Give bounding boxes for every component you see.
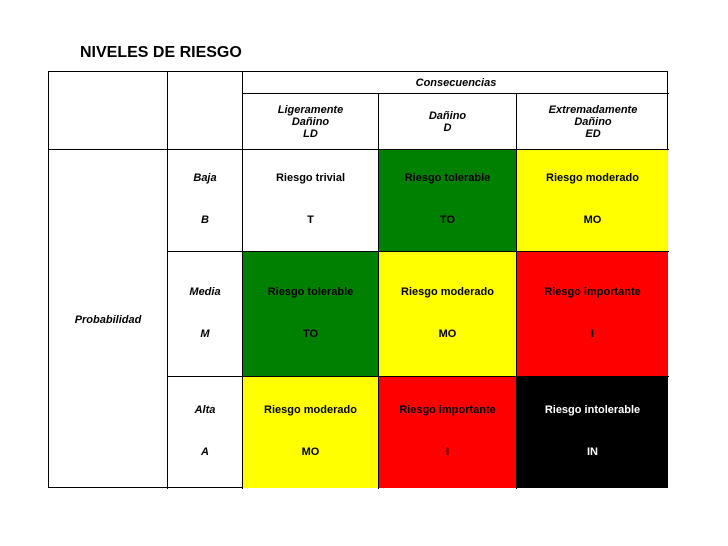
page-title: NIVELES DE RIESGO [80,44,242,61]
row-level-baja [168,171,242,226]
risk-matrix [48,71,668,488]
risk-cell-code: TO [439,214,456,226]
row-level-code: A [201,446,209,458]
risk-cell-code: TO [302,328,319,340]
grid-line [167,376,669,377]
risk-cell-label: Riesgo tolerable [267,286,354,298]
risk-cell-code: MO [438,328,457,340]
risk-cell-label: Riesgo importante [544,286,641,298]
column-header-d [379,94,516,149]
column-header-line: Extremadamente [548,103,638,116]
risk-cell-label: Riesgo importante [399,404,496,416]
risk-cell [243,285,378,340]
row-level-code: B [201,214,209,226]
column-header-ed [517,94,669,149]
fill-row-0-col-1 [379,150,516,251]
risk-cell-code: I [590,328,595,340]
risk-cell-label: Riesgo trivial [275,172,346,184]
risk-cell-code: MO [583,214,602,226]
column-header-line: Dañino [291,115,330,128]
risk-cell [243,403,378,458]
risk-cell-label: Riesgo moderado [264,404,357,416]
column-header-code: D [443,121,452,134]
fill-row-1-col-0 [243,252,378,376]
fill-row-1-col-2 [517,252,668,376]
row-level-media [168,285,242,340]
risk-cell-code: I [445,446,450,458]
column-header-line: Dañino [428,109,467,122]
risk-cell [243,171,378,226]
column-header-code: ED [585,127,601,140]
risk-cell-code: MO [301,446,320,458]
fill-row-2-col-0 [243,377,378,488]
risk-cell [517,285,668,340]
row-level-label: Baja [193,172,217,184]
risk-cell-code: IN [587,446,598,458]
grid-line [167,251,669,252]
fill-row-2-col-1 [379,377,516,488]
fill-row-1-col-1 [379,252,516,376]
risk-cell-label: Riesgo intolerable [544,404,641,416]
risk-cell-label: Riesgo moderado [401,286,494,298]
probability-label: Probabilidad [74,313,142,326]
row-level-alta [168,403,242,458]
consequences-header: Consecuencias [415,76,497,89]
risk-cell [379,403,516,458]
column-header-code: LD [303,127,318,140]
column-header-line: Dañino [574,115,612,128]
risk-cell-label: Riesgo tolerable [404,172,491,184]
grid-line [167,72,168,489]
row-level-label: Alta [194,404,216,416]
column-header-line: Ligeramente [277,103,344,116]
risk-cell-code: T [307,214,314,226]
risk-cell [517,403,668,458]
risk-cell [379,285,516,340]
fill-row-0-col-0 [243,150,378,251]
risk-cell [517,171,668,226]
row-level-code: M [200,328,210,340]
risk-cell [379,171,516,226]
column-header-ld [243,94,378,149]
row-level-label: Media [189,286,221,298]
risk-cell-label: Riesgo moderado [546,172,639,184]
fill-row-2-col-2 [517,377,668,488]
fill-row-0-col-2 [517,150,668,251]
